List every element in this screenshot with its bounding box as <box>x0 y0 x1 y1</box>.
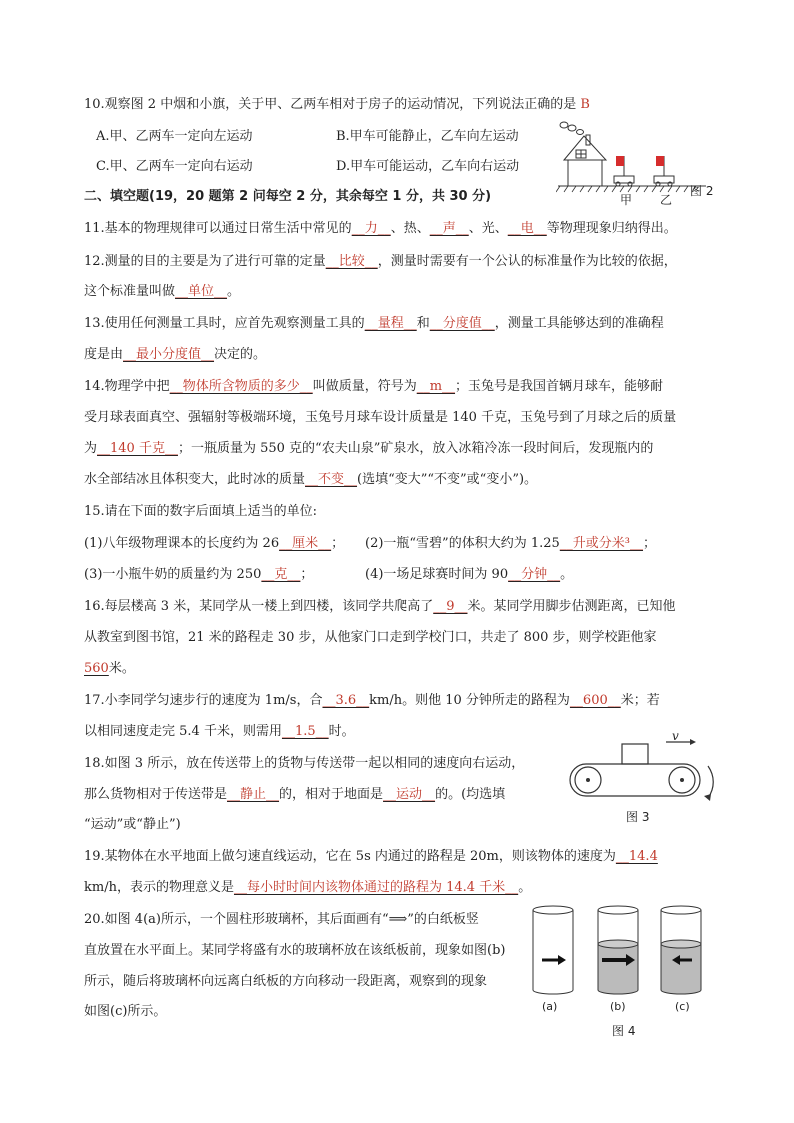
q10-stem <box>84 96 590 114</box>
q16-answer-2: 560 <box>84 661 109 676</box>
figure-4 <box>522 902 712 1002</box>
q12-answer-2: __单位__ <box>175 284 228 299</box>
q11-answer-1: __力__ <box>351 221 391 236</box>
q11-answer-2: __声__ <box>429 221 469 236</box>
q14-text-c: ；玉兔号是我国首辆月球车，能够耐 <box>455 379 664 394</box>
q13-line2 <box>84 346 266 364</box>
fig4-a-label: (a) <box>542 1000 558 1013</box>
q14-line1 <box>84 378 663 396</box>
fig3-label: 图 3 <box>626 810 650 824</box>
q17-text-c: 米；若 <box>620 693 660 708</box>
q11 <box>84 220 677 238</box>
q14-text-e: ；一瓶质量为 550 克的“农夫山泉”矿泉水，放入冰箱冷冻一段时间后，发现瓶内的 <box>177 441 654 456</box>
q11-text-d: 等物理现象归纳得出。 <box>546 221 677 236</box>
q20-line4: 如图(c)所示。 <box>84 1004 167 1019</box>
q16-text-a: 16.每层楼高 3 米，某同学从一楼上到四楼，该同学共爬高了 <box>84 599 434 614</box>
q17-text-a: 17.小李同学匀速步行的速度为 1m/s，合 <box>84 693 323 708</box>
q14-text-a: 14.物理学中把 <box>84 379 170 394</box>
q13-text-b: 和 <box>416 316 430 331</box>
q14-line3 <box>84 440 653 458</box>
q12-text-c: 这个标准量叫做 <box>84 284 176 299</box>
q16-text-b: 米。某同学用脚步估测距离，已知他 <box>467 599 676 614</box>
q10-option-b: B.甲车可能静止，乙车向左运动 <box>336 129 519 144</box>
q18-line1: 18.如图 3 所示，放在传送带上的货物与传送带一起以相同的速度向右运动， <box>84 756 525 771</box>
q11-text-a: 11.基本的物理规律可以通过日常生活中常见的 <box>84 221 352 236</box>
q15-p1-answer: __厘米__ <box>279 536 332 551</box>
q19-line1 <box>84 848 658 866</box>
q14-line2: 受月球表面真空、强辐射等极端环境，玉兔号月球车设计质量是 140 千克，玉兔号到了月球之后的质量 <box>84 410 677 425</box>
conveyor-belt-diagram <box>562 730 722 805</box>
q18-line2 <box>84 786 505 804</box>
q15-part4 <box>365 566 573 584</box>
q13-text-e: 决定的。 <box>214 347 267 362</box>
q14-answer-1: __物体所含物质的多少__ <box>169 379 313 394</box>
q14-text-d: 为 <box>84 441 98 456</box>
q17-line2 <box>84 723 355 741</box>
q16-line2: 从教室到图书馆，21 米的路程走 30 步，从他家门口走到学校门口，共走了 800 步，则学校距他家 <box>84 630 657 645</box>
q17-line1 <box>84 692 660 710</box>
q15-p2-text: (2)一瓶“雪碧”的体积大约为 1.25 <box>365 536 560 551</box>
q15-p3-answer: __克__ <box>261 567 301 582</box>
q14-answer-4: __不变__ <box>305 472 358 487</box>
q17-text-d: 以相同速度走完 5.4 千米，则需用 <box>84 724 282 739</box>
q11-text-c: 、光、 <box>468 221 508 236</box>
q14-answer-3: __140 千克__ <box>97 441 178 456</box>
fig3-velocity-label: v <box>672 729 679 743</box>
q12-text-d: 。 <box>227 284 241 299</box>
fig4-label: 图 4 <box>612 1024 636 1038</box>
q15-stem: 15.请在下面的数字后面填上适当的单位: <box>84 504 318 519</box>
q18-text-d: 的。(均选填 <box>435 787 506 802</box>
q16-answer-1: __9__ <box>433 599 468 614</box>
figure-3 <box>562 730 722 805</box>
q15-part3 <box>84 566 313 584</box>
q19-answer-1: __14.4 <box>615 849 658 864</box>
q19-text-a: 19.某物体在水平地面上做匀速直线运动，它在 5s 内通过的路程是 20m，则该物体的速度为 <box>84 849 616 864</box>
q16-text-c: 米。 <box>108 661 135 676</box>
q13-answer-1: __量程__ <box>364 316 417 331</box>
q13-answer-3: __最小分度值__ <box>123 347 215 362</box>
q20-line3: 所示，随后将玻璃杯向远离白纸板的方向移动一段距离，观察到的现象 <box>84 974 488 989</box>
q14-text-g: (选填“变大”“不变”或“变小”)。 <box>357 472 538 487</box>
q14-text-f: 水全部结冰且体积变大，此时冰的质量 <box>84 472 306 487</box>
q10-option-c: C.甲、乙两车一定向右运动 <box>96 159 253 174</box>
q17-answer-3: __1.5__ <box>281 724 329 739</box>
section-2-heading: 二、填空题(19，20 题第 2 问每空 2 分，其余每空 1 分，共 30 分) <box>84 189 492 204</box>
q10-stem-text: 10.观察图 2 中烟和小旗，关于甲、乙两车相对于房子的运动情况，下列说法正确的是 <box>84 97 577 112</box>
q18-answer-1: __静止__ <box>227 787 280 802</box>
q10-option-a: A.甲、乙两车一定向左运动 <box>96 129 253 144</box>
fig2-label: 图 2 <box>690 184 714 198</box>
fig2-car-jia: 甲 <box>620 193 633 207</box>
q18-text-c: 的，相对于地面是 <box>279 787 384 802</box>
q16-line3 <box>84 660 135 678</box>
q13-line1 <box>84 315 664 333</box>
q12-line2 <box>84 283 240 301</box>
q15-p4-text: (4)一场足球赛时间为 90 <box>365 567 509 582</box>
q13-answer-2: __分度值__ <box>429 316 495 331</box>
q12-text-b: ，测量时需要有一个公认的标准量作为比较的依据， <box>377 254 677 269</box>
q15-p2-answer: __升或分米³__ <box>559 536 644 551</box>
q10-option-d: D.甲车可能运动，乙车向右运动 <box>336 159 520 174</box>
q17-answer-2: __600__ <box>569 693 621 708</box>
q12-answer-1: __比较__ <box>325 254 378 269</box>
q15-p1-end: ； <box>331 536 345 551</box>
q13-text-d: 度是由 <box>84 347 124 362</box>
q16-line1 <box>84 598 676 616</box>
q13-text-a: 13.使用任何测量工具时，应首先观察测量工具的 <box>84 316 365 331</box>
q15-p3-text: (3)一小瓶牛奶的质量约为 250 <box>84 567 262 582</box>
q19-text-c: 。 <box>518 880 532 895</box>
q15-p3-end: ； <box>300 567 314 582</box>
q18-answer-2: __运动__ <box>383 787 436 802</box>
q14-answer-2: __m__ <box>416 379 456 394</box>
q19-text-b: km/h，表示的物理意义是 <box>84 880 234 895</box>
q15-part1 <box>84 535 344 553</box>
q15-p4-end: 。 <box>560 567 574 582</box>
q19-answer-2: __每小时时间内该物体通过的路程为 14.4 千米__ <box>233 880 519 895</box>
q15-p4-answer: __分钟__ <box>508 567 561 582</box>
q20-line1: 20.如图 4(a)所示，一个圆柱形玻璃杯，其后面画有“⟹”的白纸板竖 <box>84 912 479 927</box>
q11-text-b: 、热、 <box>390 221 430 236</box>
glass-cups-diagram <box>522 902 712 1002</box>
q15-p1-text: (1)八年级物理课本的长度约为 26 <box>84 536 280 551</box>
q15-p2-end: ； <box>643 536 657 551</box>
q12-text-a: 12.测量的目的主要是为了进行可靠的定量 <box>84 254 326 269</box>
q18-text-b: 那么货物相对于传送带是 <box>84 787 228 802</box>
q20-line2: 直放置在水平面上。某同学将盛有水的玻璃杯放在该纸板前，现象如图(b) <box>84 943 506 958</box>
q12-line1 <box>84 253 677 271</box>
q14-text-b: 叫做质量，符号为 <box>312 379 417 394</box>
q10-answer: B <box>580 97 590 112</box>
fig2-car-yi: 乙 <box>660 193 673 207</box>
q17-text-e: 时。 <box>328 724 355 739</box>
q19-line2 <box>84 879 531 897</box>
q15-part2 <box>365 535 656 553</box>
fig4-b-label: (b) <box>610 1000 626 1013</box>
q11-answer-3: __电__ <box>507 221 547 236</box>
q14-line4 <box>84 471 537 489</box>
fig4-c-label: (c) <box>675 1000 690 1013</box>
q17-answer-1: __3.6__ <box>322 693 370 708</box>
q17-text-b: km/h。则他 10 分钟所走的路程为 <box>369 693 570 708</box>
q18-line3: “运动”或“静止”) <box>84 817 181 832</box>
q13-text-c: ，测量工具能够达到的准确程 <box>494 316 664 331</box>
